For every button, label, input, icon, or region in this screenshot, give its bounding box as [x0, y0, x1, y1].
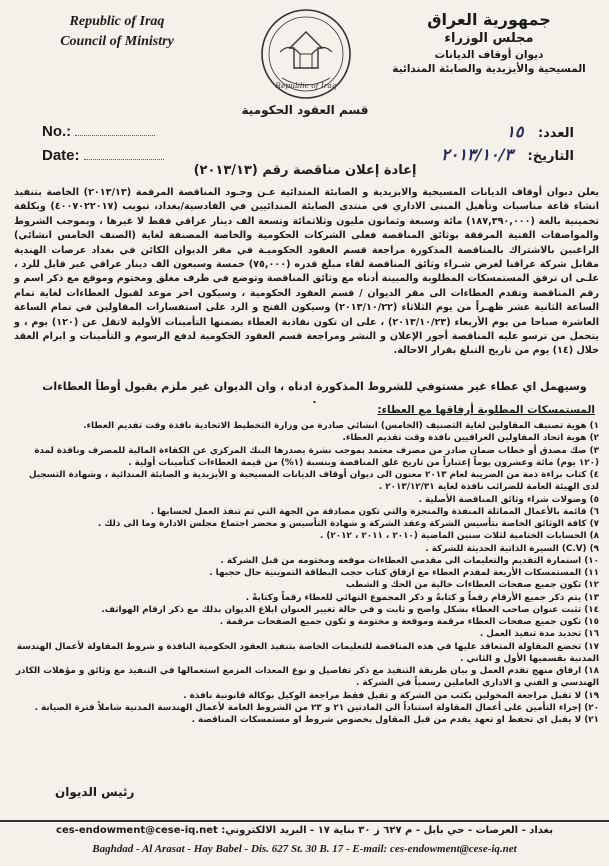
list-item: ١٤) تثبت عنوان صاحب العطاء بشكل واضح و ثابت و في حالة تغيير العنوان ابلاغ الديوان بذلك مع ذكر ارقام الهواتف.: [101, 604, 599, 615]
list-item: ٣) صك مصدق أو خطاب ضمان صادر من مصرف معتمد بموجب نشرة يصدرها البنك المركزي عن الكفاءة المالية للمصرف ونافذة لمدة (١٢٠ يوم) مائة وعشرون يوماً إعتباراً من تاريخ غلق المناقصة وبنسبة (١%) من قيمة العطاءات كتأمينات أولية .: [34, 445, 599, 468]
list-item: ٤) كتاب براءة ذمة من الضريبة لعام ٢٠١٣ معنون الى ديوان أوقاف الديانات المسيحية و الأيزيدية و الصابئة المندائية ، وشهادة التسجيل لدى الهيئة العامة للضرائب نافذة لغاية ٢٠١٣/١٢/٣١ .: [28, 470, 599, 493]
signature-title: رئيس الديوان: [55, 785, 135, 799]
list-item: ١٦) تحديد مدة تنفيذ العمل .: [479, 629, 599, 640]
number-field-ar: [506, 122, 574, 141]
document-title: إعادة إعلان مناقصة رقم (٢٠١٣/١٣): [193, 163, 417, 178]
footer-address-ar: بغداد - العرصات - حي بابل - م ٦٢٧ ز ٣٠ بناية ١٧ - البريد الالكتروني: ces-endowment@cese-iq.net: [56, 825, 553, 836]
date-value: ٢٠١٣/١٠/٣: [441, 145, 513, 164]
footer-address-en: Baghdad - Al Arasat - Hay Babel - Dis. 627 St. 30 B. 17 - E-mail: ces-endowment@cese-iq.net: [92, 843, 517, 855]
no-field: [42, 123, 155, 140]
requirements-title: المستمسكات المطلوبة أرفاقها مع العطاء:: [377, 404, 595, 416]
list-item: ٥) وصولات شراء وثائق المناقصة الأصلية .: [418, 494, 599, 505]
list-item: ٢١) لا يقبل اي تحفظ او تعهد يقدم من قبل المقاول بخصوص شروط او مستمسكات المناقصة .: [191, 715, 599, 725]
list-item: ١١) المستمسكات الأربعة لمقدم العطاء مع ارفاق كتاب حجب البطاقة التموينية حال حجبها .: [209, 568, 599, 578]
arabic-header: [379, 10, 599, 76]
header-religions-ar: المسيحية والأيزيدية والصابئة المندائية: [392, 63, 586, 75]
list-item: ١٩) لا تقبل مراجعة المخولين بكتب من الشركة و تقبل فقط مراجعة الوكيل بوكالة قانونية نافذة .: [183, 690, 599, 701]
list-item: ١٧) تخضع المقاولة المتعاقد عليها في هذه المناقصة للتعليمات الخاصة بتنفيذ العقود الحكومية النافذة و شروط المقاولة لأعمال الهندسة المدنية بقسميها الأول و الثاني .: [16, 641, 599, 664]
list-item: ٧) كافة الوثائق الخاصة بتأسيس الشركة وعقد الشركة و شهادة التأسيس و محضر اجتماع مجلس الادارة وما الى ذلك .: [97, 519, 599, 529]
list-item: ١٥) تكون جميع صفحات العطاء مرقمة وموقعة و مختومة و تكون جميع الصفحات مرقمة .: [219, 617, 599, 627]
date-label: Date:: [42, 147, 80, 164]
list-item: ١٨) ارفاق منهج تقدم العمل و بيان طريقة التنفيذ مع ذكر تفاصيل و نوع المعدات المزمع استعمالها في التنفيذ مع وثائق و مؤهلات الكادر الهندسي و الفني و الاداري العاملين رسمياً في الشركة .: [15, 666, 599, 689]
footer-divider: [0, 820, 609, 822]
list-item: ٢٠) إجراء التأمين على أعمال المقاولة استناداً الى المادتين ٢١ و ٢٣ من الشروط العامة لأعمال الهندسة المدنية شاملاً فترة الصيانة .: [34, 702, 599, 713]
list-item: ١٣) يتم ذكر جميع الأرقام رقماً و كتابةً و ذكر المجموع النهائي للعطاء رقماً وكتابةً .: [245, 592, 599, 603]
no-label: No.:: [42, 123, 72, 140]
requirements-list: [14, 420, 599, 726]
number-label-ar: العدد:: [537, 126, 574, 141]
header-council-ar: مجلس الوزراء: [444, 31, 534, 46]
list-item: ١) هوية تصنيف المقاولين لغاية التصنيف (الخامس) انشائي صادرة من وزارة التخطيط الاتحادية نافذة وقت تقديم العطاء.: [83, 421, 599, 431]
header-diwan-ar: ديوان أوقاف الديانات: [434, 49, 544, 61]
list-item: ١٢) تكون جميع صفحات العطاءات خالية من الحك و الشطب: [345, 580, 599, 591]
department-name: قسم العقود الحكومية: [241, 103, 369, 117]
iraq-seal-icon: [260, 8, 352, 100]
list-item: ٨) الحسابات الختامية لثلاث سنين الماضية (٢٠١٠ ، ٢٠١١ ، ٢٠١٢) .: [319, 531, 599, 542]
header-council: Council of Ministry: [60, 34, 174, 49]
number-value: ١٥: [506, 122, 524, 141]
header-republic: Republic of Iraq: [69, 14, 165, 29]
rejection-statement: وسيهمل اي عطاء غير مستوفي للشروط المذكورة ادناه ، وان الديوان غير ملزم بقبول أوطأ العطاءات .: [42, 380, 587, 406]
english-header: [42, 12, 192, 52]
date-field-ar: [441, 145, 574, 164]
date-field: [42, 147, 164, 164]
list-item: ٢) هوية اتحاد المقاولين العراقيين نافذة وقت تقديم العطاء.: [342, 433, 599, 444]
list-item: ٩) (C.V) السيرة الذاتية الحديثة للشركة .: [425, 543, 599, 554]
list-item: ١٠) استمارة التقديم والتعليمات الى مقدمي العطاءات موقعه ومختومه من قبل الشركة .: [220, 555, 599, 566]
date-label-ar: التاريخ:: [527, 149, 574, 164]
announcement-body: يعلن ديوان أوقاف الديانات المسيحية والايزيدية و الصابئة المندائية عـن وجـود المناقصة المرقمة (٢٠١٣/١٣) الخاصة بتنفيذ انشاء قاعة مناسبات وتأهيل المبنى الاداري في منتدى الصابئة المندائيين في القادسية/بغداد، تبويب (٤٠٠٧٠٢٢٠١٧) وبكلفة تخمينية بالغة (١٨٧,٣٩٠,٠٠٠) مائة وسبعة وثمانون مليون وثلاثمائة وتسعة الف دينار عراقي فقط لا غيرها ، وبموجب الشروط والمواصفات الفنية المرفقة بوثائق المناقصة فعلى الشركات الحكومية والخاصة المصنفة لغاية (الصنف الخامس انشائي) الراغبين بالاشتراك بالمناقصة المذكورة مراجعة قسم العقود الحكوميـة في مقر الديوان الكائن في بغداد عرصات الهندية مقابل شركة عراقنا لغرض شـراء وثائق المناقصة لقاء مبلغ قدره (٧٥,٠٠٠) خمسة وسبعون الف دينار عراقي غير قابل للرد ، علـى ان ترفق المستمسكات المطلوبة والمبينة أدناه مع وثائق المناقصة وتوضع في ظرف مغلق ومختوم وموقع مع ذكر اسم و رقم المناقصة وتقدم العطاءات الى مقر الديوان / قسم العقود الحكومية ، وسيكون اخر موعد لقبول العطاءات لغاية تمام الساعة الثانية عشر ظهـراً من يوم الثلاثاء (٢٠١٣/١٠/٢٢) وسيكون الفتح و الرد على استفسارات المقاولين في تمام الساعة العاشرة صباحا من يوم الأربعاء (٢٠١٣/١٠/٢٣) ، على ان تكون نفاذية العطاء بضمنها التأمينات الأولية لاتقل عن (١٢٠) يوم ، و يتحمل من ترسو عليه المناقصة أجور الإعلان و النشر ومراجعة قسم العقود الحكومية لدفع الرسوم و التأمينات و ابرام العقد خلال (١٤) يوم من تاريخ التبلغ بقرار الاحالة.: [14, 187, 600, 357]
seal-caption: Republic of Iraq: [275, 81, 337, 90]
header-republic-ar: جمهورية العراق: [427, 10, 551, 29]
list-item: ٦) قائمة بالأعمال المماثلة المنفذة والمنجزة والتي تكون مصادقة من الجهة التي تم تنفذ العمل لحسابها .: [150, 506, 599, 517]
